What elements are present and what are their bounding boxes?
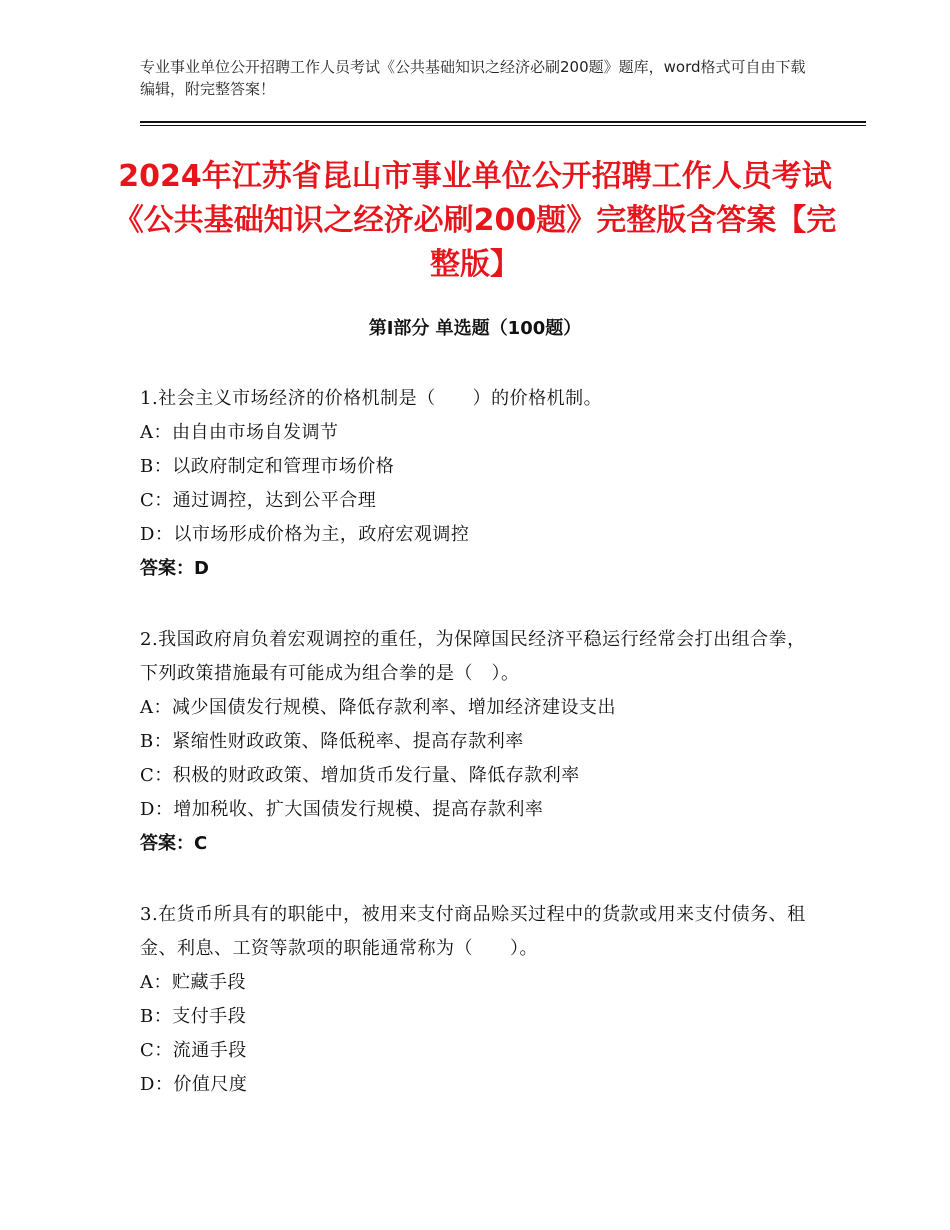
option-a: A：减少国债发行规模、降低存款利率、增加经济建设支出 xyxy=(140,697,616,718)
answer: 答案：C xyxy=(140,833,208,854)
document-title: 2024年江苏省昆山市事业单位公开招聘工作人员考试《公共基础知识之经济必刷200题》完整版含答案【完整版】 xyxy=(113,159,837,282)
option-c: C：积极的财政政策、增加货币发行量、降低存款利率 xyxy=(140,765,580,786)
option-d: D：价值尺度 xyxy=(140,1074,248,1095)
option-d: D：以市场形成价格为主，政府宏观调控 xyxy=(140,524,470,545)
option-b: B：紧缩性财政政策、降低税率、提高存款利率 xyxy=(140,731,524,752)
option-a: A：由自由市场自发调节 xyxy=(140,422,339,443)
section-title: 第Ⅰ部分 单选题（100题） xyxy=(368,318,582,339)
question-list xyxy=(140,382,820,1139)
question-stem: 2.我国政府肩负着宏观调控的重任，为保障国民经济平稳运行经常会打出组合拳，下列政策措施最有可能成为组合拳的是（ ）。 xyxy=(140,629,806,684)
question-stem: 1.社会主义市场经济的价格机制是（ ）的价格机制。 xyxy=(140,388,603,409)
option-c: C：流通手段 xyxy=(140,1040,247,1061)
header-note: 专业事业单位公开招聘工作人员考试《公共基础知识之经济必刷200题》题库，word格式可自由下载编辑，附完整答案！ xyxy=(140,58,806,98)
header-rule-thick xyxy=(140,121,866,123)
option-b: B：以政府制定和管理市场价格 xyxy=(140,456,395,477)
question-stem: 3.在货币所具有的职能中，被用来支付商品赊买过程中的货款或用来支付债务、租金、利息、工资等款项的职能通常称为（ ）。 xyxy=(140,904,806,959)
option-d: D：增加税收、扩大国债发行规模、提高存款利率 xyxy=(140,799,544,820)
answer: 答案：D xyxy=(140,558,209,579)
header-rule-thin xyxy=(140,125,866,126)
option-b: B：支付手段 xyxy=(140,1006,247,1027)
question-1 xyxy=(140,382,820,586)
question-2 xyxy=(140,623,820,861)
question-3 xyxy=(140,898,820,1102)
option-c: C：通过调控，达到公平合理 xyxy=(140,490,377,511)
option-a: A：贮藏手段 xyxy=(140,972,246,993)
